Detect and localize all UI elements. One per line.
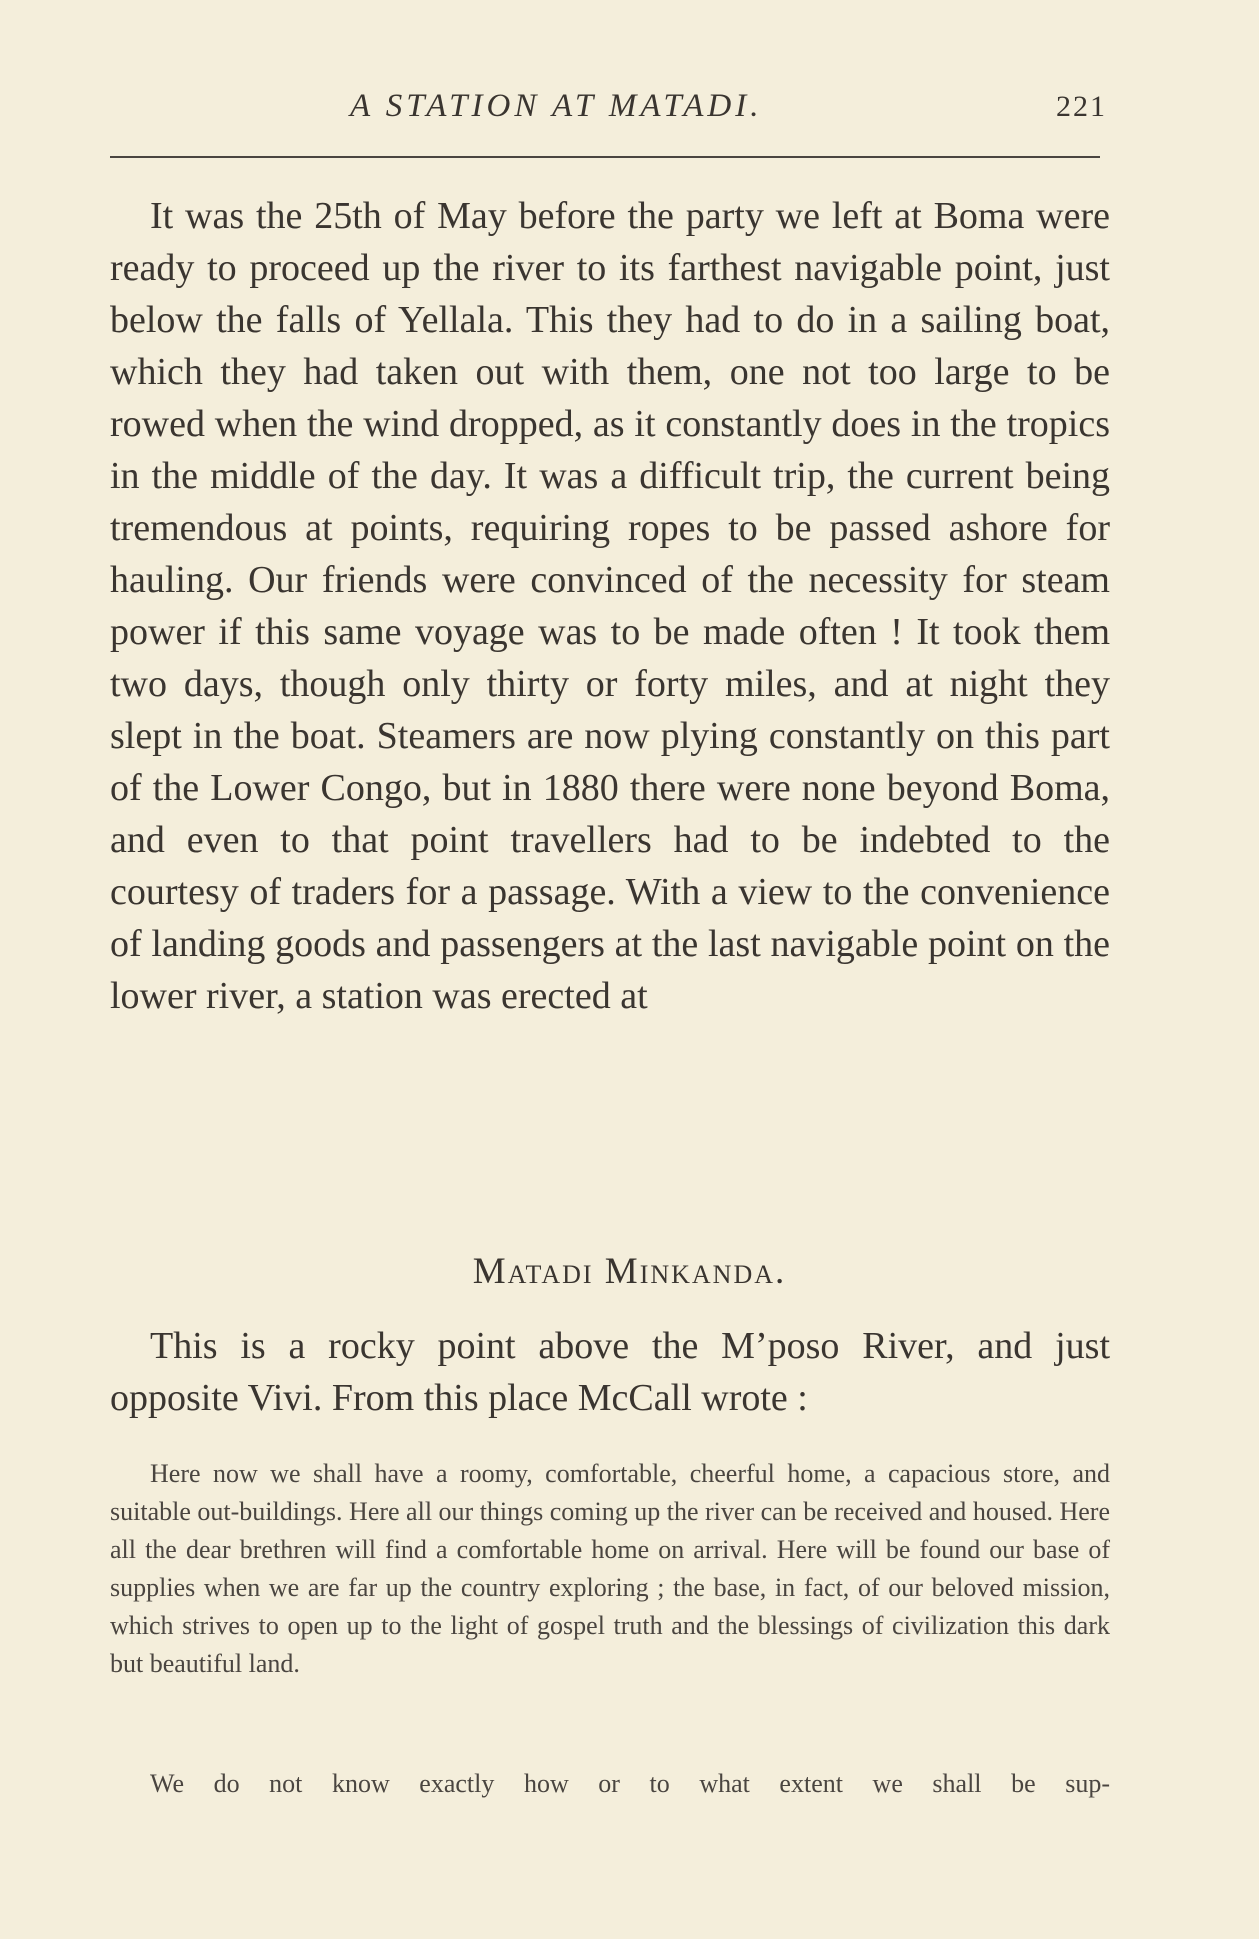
running-title: A STATION AT MATADI. — [350, 88, 763, 124]
header-rule — [110, 156, 1100, 158]
running-header — [0, 88, 1259, 128]
page-number: 221 — [1056, 90, 1107, 123]
body-paragraph-2: This is a rocky point above the M’poso River, and just opposite Vivi. From this place McCall wrote : — [110, 1325, 1110, 1419]
section-heading: Matadi Minkanda. — [472, 1251, 787, 1292]
quote-paragraph-1: Here now we shall have a roomy, comfortable, cheerful home, a capacious store, and suitable out-buildings. Here all our things coming up the river can be received and housed. Here all the dear brethren will find a comfortable home on arrival. Here will be found our base of supplies when we are far up the country exploring ; the base, in fact, of our beloved mission, which strives to open up to the light of gospel truth and the blessings of civilization this dark but beautiful land. — [110, 1459, 1110, 1678]
quote-paragraph-2: We do not know exactly how or to what extent we shall be sup- — [150, 1769, 1110, 1798]
body-paragraph-1: It was the 25th of May before the party we left at Boma were ready to proceed up the river to its farthest navigable point, just below the falls of Yellala. This they had to do in a sailing boat, which they had taken out with them, one not too large to be rowed when the wind dropped, as it constantly does in the tropics in the middle of the day. It was a difficult trip, the current being tremendous at points, requiring ropes to be passed ashore for hauling. Our friends were convinced of the necessity for steam power if this same voyage was to be made often ! It took them two days, though only thirty or forty miles, and at night they slept in the boat. Steamers are now plying constantly on this part of the Lower Congo, but in 1880 there were none beyond Boma, and even to that point travellers had to be indebted to the courtesy of traders for a passage. With a view to the convenience of landing goods and passengers at the last navigable point on the lower river, a station was erected at — [110, 195, 1110, 1017]
